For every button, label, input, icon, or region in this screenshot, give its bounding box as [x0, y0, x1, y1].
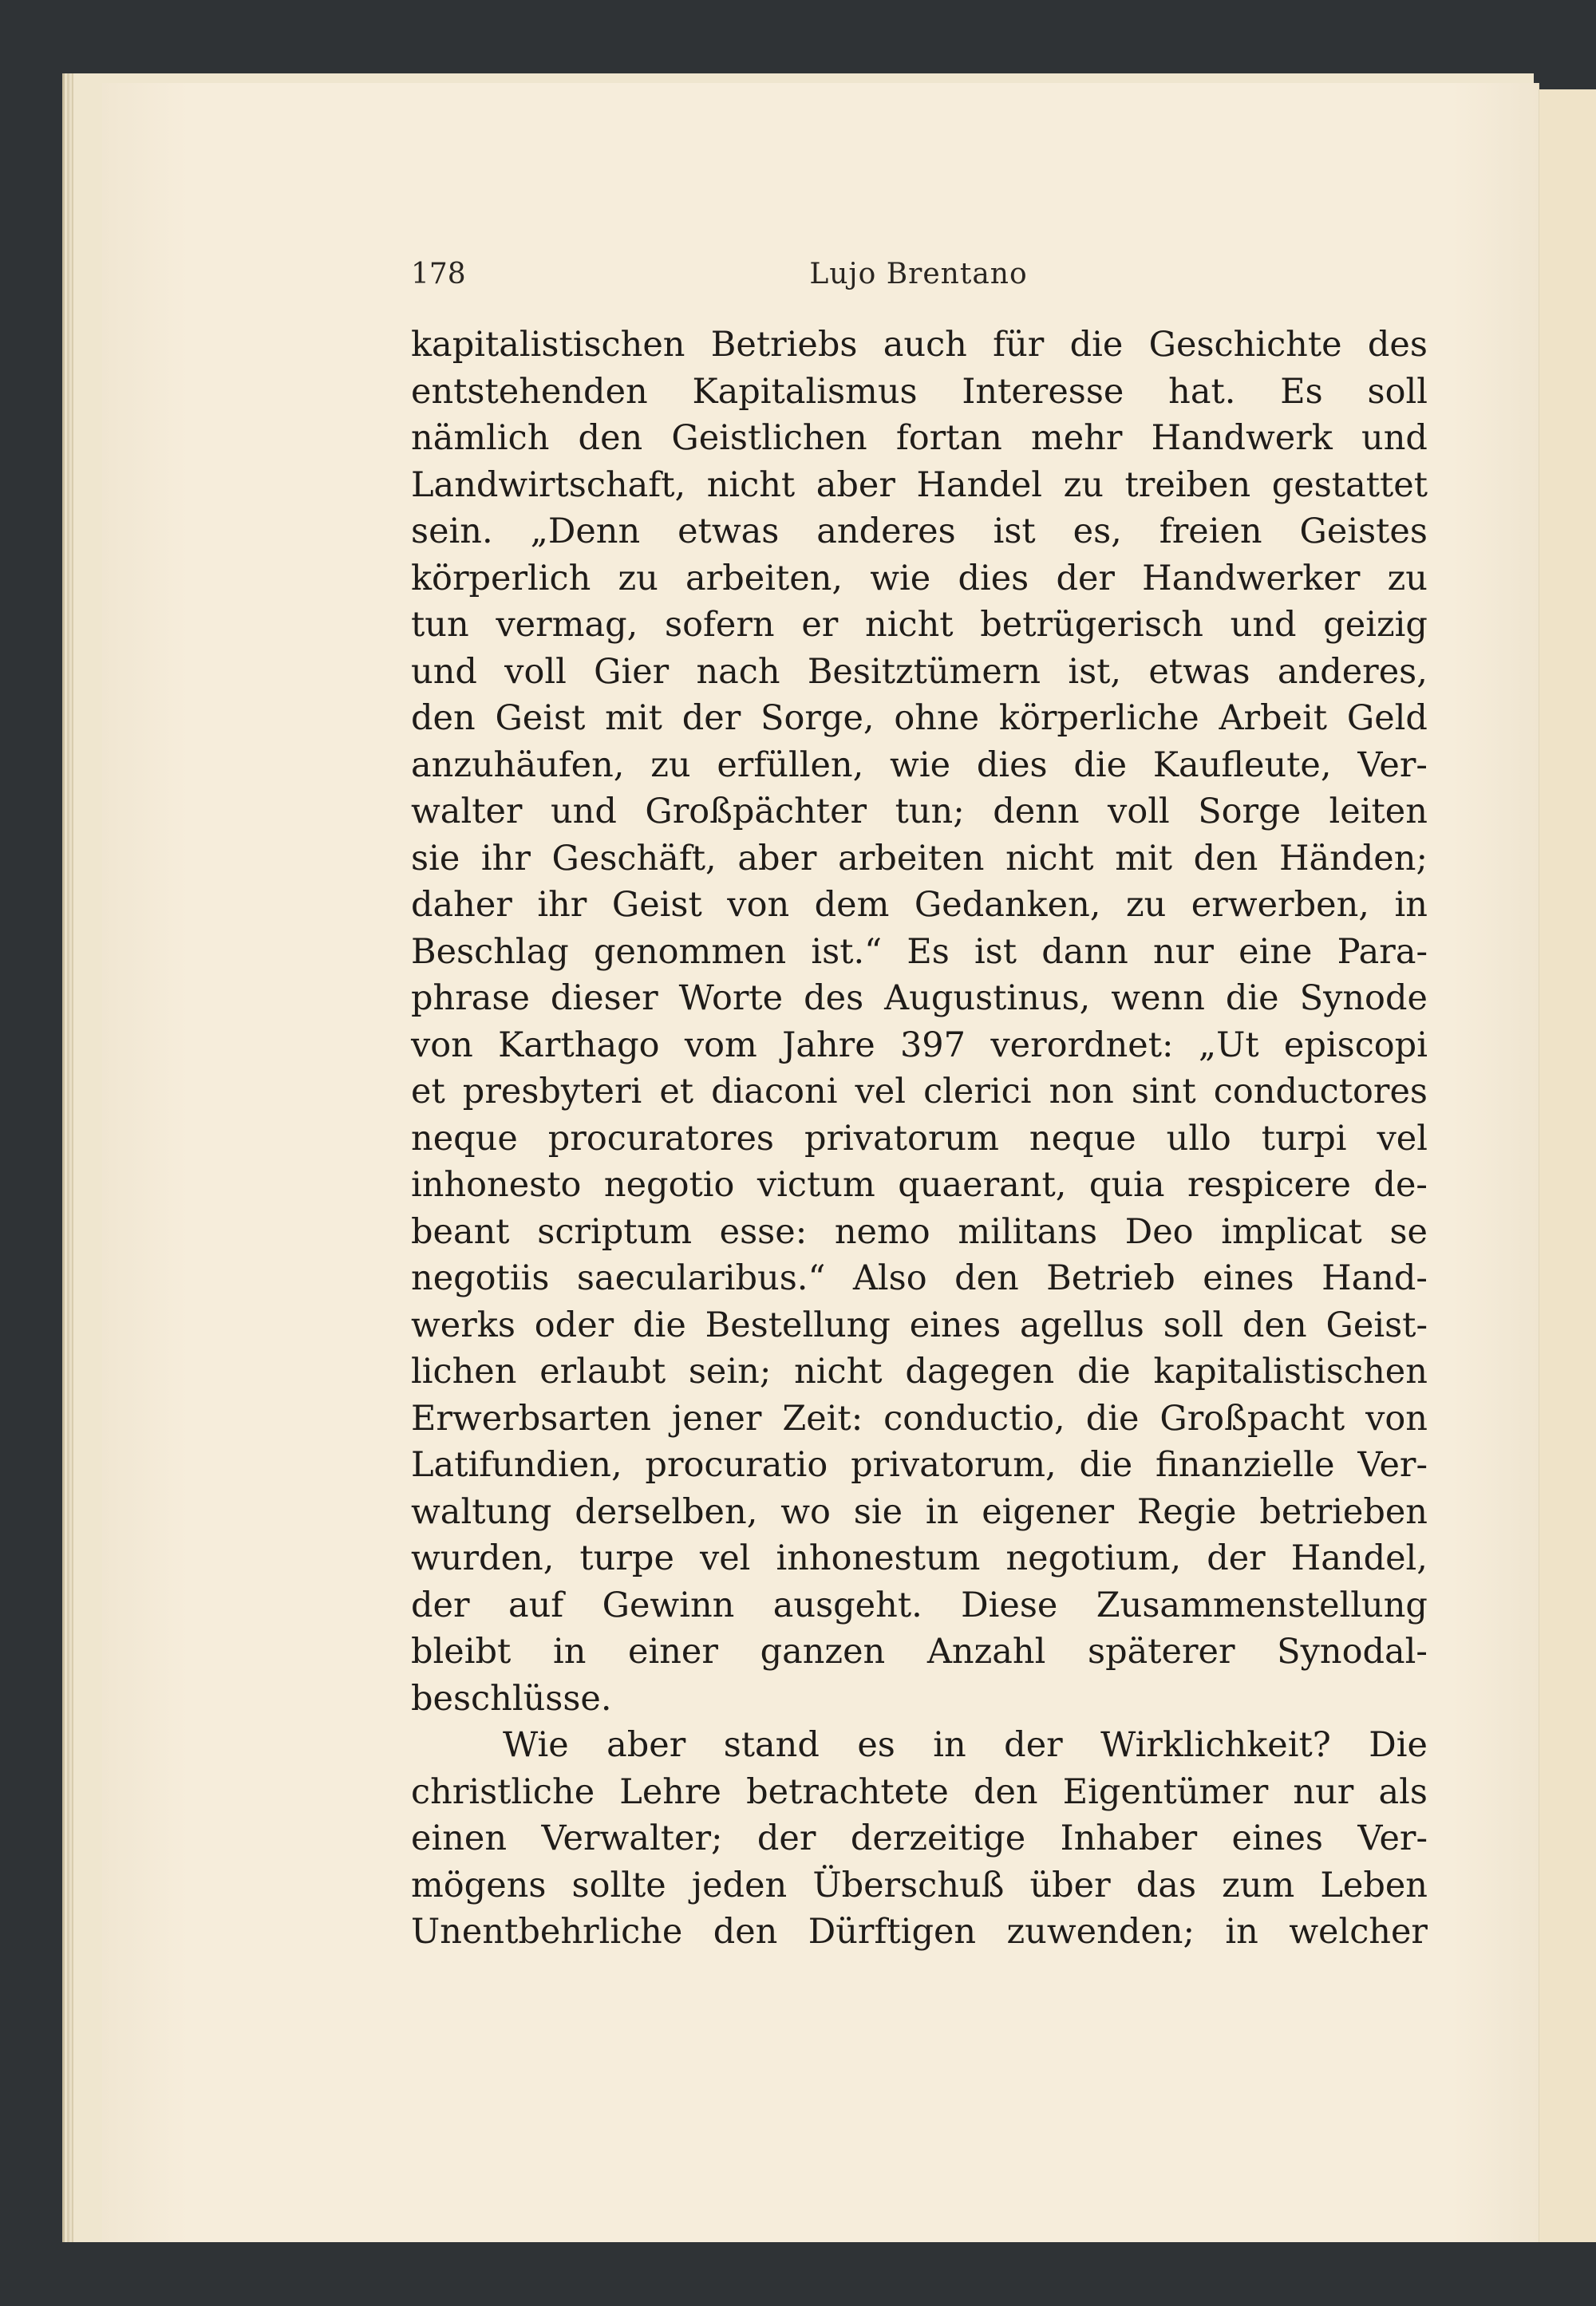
text-line: lichen erlaubt sein; nicht dagegen die kapitalistischen	[411, 1352, 1428, 1392]
text-line: körperlich zu arbeiten, wie dies der Handwerker zu	[411, 558, 1428, 598]
text-line: Beschlag genommen ist.“ Es ist dann nur eine Para-	[411, 931, 1428, 972]
text-line: phrase dieser Worte des Augustinus, wenn die Synode	[411, 978, 1428, 1018]
text-line: neque procuratores privatorum neque ullo turpi vel	[411, 1118, 1428, 1159]
text-line: beschlüsse.	[411, 1678, 612, 1719]
text-line: beant scriptum esse: nemo militans Deo implicat se	[411, 1211, 1428, 1252]
text-line: et presbyteri et diaconi vel clerici non sint conductores	[411, 1072, 1428, 1112]
text-line: waltung derselben, wo sie in eigener Regie betrieben	[411, 1491, 1428, 1532]
text-line: der auf Gewinn ausgeht. Diese Zusammenstellung	[411, 1585, 1428, 1625]
text-line: sein. „Denn etwas anderes ist es, freien Geistes	[411, 511, 1428, 551]
text-line: bleibt in einer ganzen Anzahl späterer Synodal-	[411, 1632, 1428, 1672]
text-line: mögens sollte jeden Überschuß über das zum Leben	[411, 1865, 1428, 1905]
page-number: 178	[411, 258, 466, 290]
text-line: tun vermag, sofern er nicht betrügerisch und geizig	[411, 605, 1428, 645]
text-line: anzuhäufen, zu erfüllen, wie dies die Kaufleute, Ver-	[411, 744, 1428, 785]
running-head: Lujo Brentano	[809, 258, 1028, 290]
text-line: entstehenden Kapitalismus Interesse hat. Es soll	[411, 371, 1428, 412]
text-line: Landwirtschaft, nicht aber Handel zu treiben gestattet	[411, 464, 1428, 505]
body-text	[411, 322, 1428, 1956]
text-line: sie ihr Geschäft, aber arbeiten nicht mit den Händen;	[411, 838, 1428, 879]
text-line: christliche Lehre betrachtete den Eigentümer nur als	[411, 1771, 1428, 1812]
text-line: inhonesto negotio victum quaerant, quia respicere de-	[411, 1165, 1428, 1205]
text-line: einen Verwalter; der derzeitige Inhaber eines Ver-	[411, 1818, 1428, 1858]
text-line: werks oder die Bestellung eines agellus soll den Geist-	[411, 1305, 1428, 1345]
text-line: Unentbehrliche den Dürftigen zuwenden; in welcher	[411, 1912, 1428, 1952]
text-line: Erwerbsarten jener Zeit: conductio, die Großpacht von	[411, 1398, 1428, 1439]
text-line: Latifundien, procuratio privatorum, die finanzielle Ver-	[411, 1445, 1428, 1485]
text-line: den Geist mit der Sorge, ohne körperliche Arbeit Geld	[411, 698, 1428, 738]
facing-page-edge	[1534, 89, 1596, 2242]
text-line: walter und Großpächter tun; denn voll Sorge leiten	[411, 792, 1428, 831]
text-line: von Karthago vom Jahre 397 verordnet: „Ut episcopi	[411, 1025, 1428, 1065]
text-line: daher ihr Geist von dem Gedanken, zu erwerben, in	[411, 885, 1428, 925]
text-line: Wie aber stand es in der Wirklichkeit? Die	[503, 1725, 1428, 1765]
page-header	[411, 258, 1426, 299]
text-line: wurden, turpe vel inhonestum negotium, der Handel,	[411, 1538, 1428, 1578]
text-line: kapitalistischen Betriebs auch für die Geschichte des	[411, 325, 1428, 365]
text-line: und voll Gier nach Besitztümern ist, etwas anderes,	[411, 651, 1428, 692]
text-line: negotiis saecularibus.“ Also den Betrieb eines Hand-	[411, 1258, 1428, 1298]
text-line: nämlich den Geistlichen fortan mehr Handwerk und	[411, 418, 1428, 458]
